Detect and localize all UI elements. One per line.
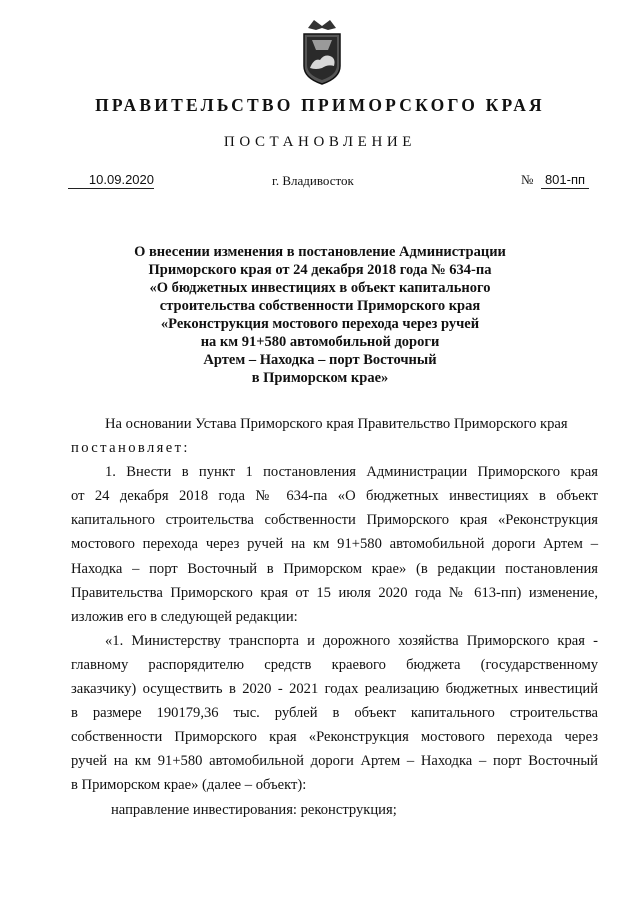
title-line: строительства собственности Приморского края bbox=[159, 298, 481, 314]
title-line: Артем – Находка – порт Восточный bbox=[203, 352, 437, 368]
body-line: На основании Устава Приморского края Правительство Приморского края bbox=[105, 416, 568, 432]
body-line: в Приморском крае» (далее – объект): bbox=[71, 777, 307, 794]
body-line: Находка – порт Восточный в Приморском крае» (в редакции постановления bbox=[71, 560, 598, 577]
body-line: капитального строительства собственности Приморского края «Реконструкция bbox=[71, 512, 598, 529]
title-line: Приморского края от 24 декабря 2018 года № 634-па bbox=[148, 262, 492, 278]
title-line: на км 91+580 автомобильной дороги bbox=[200, 334, 440, 350]
title-line: в Приморском крае» bbox=[251, 370, 389, 386]
body-line: изложив его в следующей редакции: bbox=[71, 608, 298, 625]
body-line: в размере 190179,36 тыс. рублей в объект капитального строительства bbox=[71, 705, 598, 722]
government-title: ПРАВИТЕЛЬСТВО ПРИМОРСКОГО КРАЯ bbox=[95, 95, 545, 115]
title-line: «О бюджетных инвестициях в объект капитального bbox=[149, 280, 491, 296]
body-line: Правительства Приморского края от 15 июля 2020 года № 613-пп) изменение, bbox=[71, 584, 598, 601]
body-line: 1. Внести в пункт 1 постановления Администрации Приморского края bbox=[105, 464, 598, 481]
body-line: заказчику) осуществить в 2020 - 2021 годах реализацию бюджетных инвестиций bbox=[71, 681, 598, 698]
decree-title bbox=[110, 243, 530, 387]
coat-of-arms-icon bbox=[298, 18, 346, 88]
body-line: постановляет: bbox=[71, 440, 190, 457]
body-line: направление инвестирования: реконструкция; bbox=[111, 801, 397, 818]
body-line: «1. Министерству транспорта и дорожного хозяйства Приморского края - bbox=[105, 632, 598, 649]
decree-number: 801-пп bbox=[541, 172, 589, 189]
body-line: ручей на км 91+580 автомобильной дороги Артем – Находка – порт Восточный bbox=[71, 753, 598, 770]
title-line: О внесении изменения в постановление Администрации bbox=[134, 244, 506, 260]
body-line: собственности Приморского края «Реконструкция мостового перехода через bbox=[71, 729, 598, 746]
decree-number-label: № bbox=[521, 172, 534, 187]
body-line: от 24 декабря 2018 года № 634-па «О бюджетных инвестициях в объект bbox=[71, 488, 598, 505]
decree-city: г. Владивосток bbox=[272, 173, 354, 188]
decree-body bbox=[71, 412, 598, 822]
body-line: главному распорядителю средств краевого бюджета (государственному bbox=[71, 656, 598, 673]
decree-date: 10.09.2020 bbox=[68, 172, 154, 189]
body-line: мостового перехода через ручей на км 91+580 автомобильной дороги Артем – bbox=[71, 536, 598, 553]
document-type: ПОСТАНОВЛЕНИЕ bbox=[223, 134, 417, 150]
title-line: «Реконструкция мостового перехода через ручей bbox=[160, 316, 480, 332]
